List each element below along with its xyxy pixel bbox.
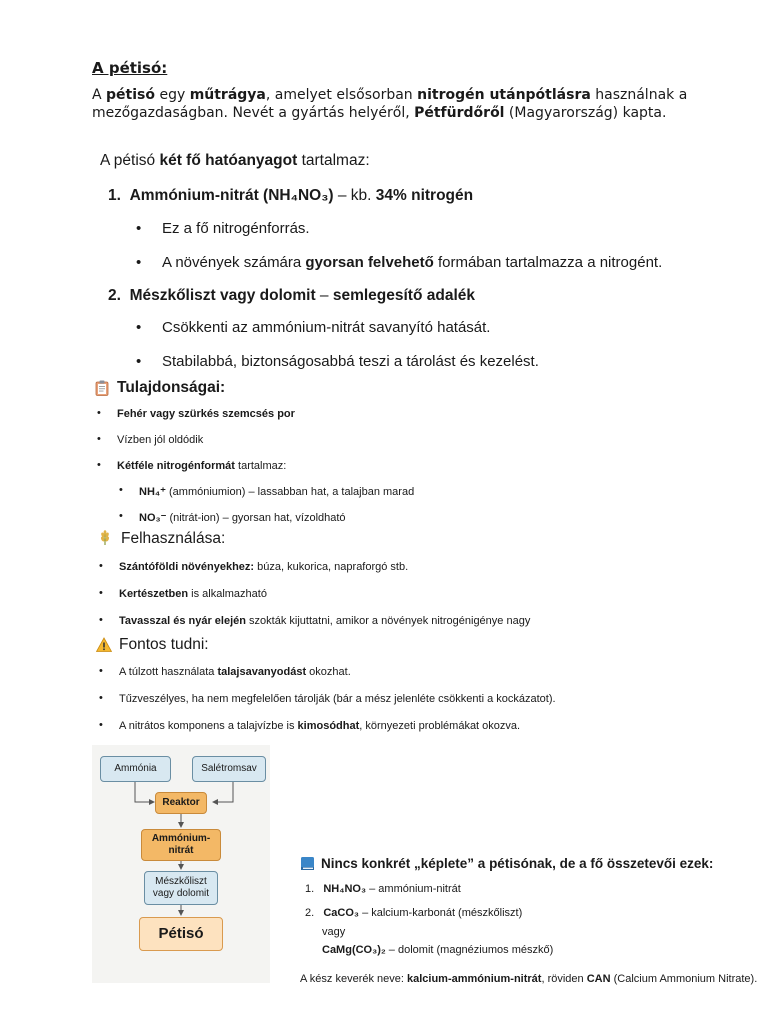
usage-3: • Tavasszal és nyár elején szokták kijuttatni, amikor a növények nitrogénigénye nagy [99,614,531,627]
notes-heading: Fontos tudni: [119,636,209,653]
note-1: • A túlzott használata talajsavanyodást okozhat. [99,665,351,678]
flow-node-ammonium-nitrate: Ammónium- nitrát [141,829,221,861]
note-2: • Tűzveszélyes, ha nem megfelelően tárolják (bár a mész jelenléte csökkenti a kockázatot). [99,692,556,705]
flow-node-limestone: Mészkőliszt vagy dolomit [144,871,218,905]
bullet-icon: • [136,319,142,336]
bullet-icon: • [99,692,103,704]
usage-heading: Felhasználása: [121,530,226,547]
warning-icon [96,637,112,653]
ingredient-2-bullet-1: • Csökkenti az ammónium-nitrát savanyító hatását. [136,319,491,336]
property-3-sub-1: • NH₄⁺ (ammóniumion) – lassabban hat, a talajban marad [119,484,415,498]
bullet-icon: • [136,220,142,237]
ingredient-2: 2. Mészkőliszt vagy dolomit – semlegesítő adalék [108,287,476,304]
formula-item-3: CaMg(CO₃)₂ – dolomit (magnéziumos mészkő) [322,944,554,956]
bullet-icon: • [97,407,101,419]
flow-node-ammonia: Ammónia [100,756,171,782]
book-icon [300,856,315,871]
bullet-icon: • [99,665,103,677]
ingredient-1: 1. Ammónium-nitrát (NH₄NO₃) – kb. 34% nitrogén [108,187,474,204]
formula-item-1: 1. NH₄NO₃ – ammónium-nitrát [305,883,461,895]
usage-2: • Kertészetben is alkalmazható [99,587,267,600]
formula-heading: Nincs konkrét „képlete” a pétisónak, de a fő összetevői ezek: [321,856,714,871]
clipboard-icon [95,380,109,396]
bullet-icon: • [99,614,103,626]
production-flowchart [92,745,270,983]
ingredient-2-bullet-2: • Stabilabbá, biztonságosabbá teszi a tárolást és kezelést. [136,353,539,370]
bullet-icon: • [99,587,103,599]
formula-item-2: 2. CaCO₃ – kalcium-karbonát (mészkőliszt) [305,907,523,919]
bullet-icon: • [97,433,101,445]
flow-node-nitric-acid: Salétromsav [192,756,266,782]
wheat-icon [98,530,112,546]
formula-or: vagy [322,926,346,938]
formula-final-note: A kész keverék neve: kalcium-ammónium-nitrát, röviden CAN (Calcium Ammonium Nitrate). [300,973,758,985]
ingredient-1-bullet-1: • Ez a fő nitrogénforrás. [136,220,310,237]
ingredient-1-bullet-2: • A növények számára gyorsan felvehető formában tartalmazza a nitrogént. [136,254,663,271]
properties-heading: Tulajdonságai: [117,379,226,396]
ingredients-lead: A pétisó két fő hatóanyagot tartalmaz: [100,152,370,169]
note-3: • A nitrátos komponens a talajvízbe is kimosódhat, környezeti problémákat okozva. [99,719,521,732]
property-3: • Kétféle nitrogénformát tartalmaz: [97,459,287,472]
page-title: A pétisó: [92,59,168,77]
bullet-icon: • [119,510,123,522]
flow-node-petiso: Pétisó [139,917,223,951]
property-1: • Fehér vagy szürkés szemcsés por [97,407,295,420]
usage-1: • Szántóföldi növényekhez: búza, kukorica, napraforgó stb. [99,560,409,573]
intro-paragraph: A pétisó egy műtrágya, amelyet elsősorban nitrogén utánpótlásra használnak a mezőgazdaságban. Nevét a gyártás helyéről, Pétfürdőről (Magyarország) kapta. [92,87,688,121]
bullet-icon: • [136,254,142,271]
bullet-icon: • [119,484,123,496]
bullet-icon: • [99,719,103,731]
bullet-icon: • [99,560,103,572]
bullet-icon: • [136,353,142,370]
property-3-sub-2: • NO₃⁻ (nitrát-ion) – gyorsan hat, vízoldható [119,510,346,524]
flow-node-reactor: Reaktor [155,792,207,814]
bullet-icon: • [97,459,101,471]
property-2: • Vízben jól oldódik [97,433,204,446]
